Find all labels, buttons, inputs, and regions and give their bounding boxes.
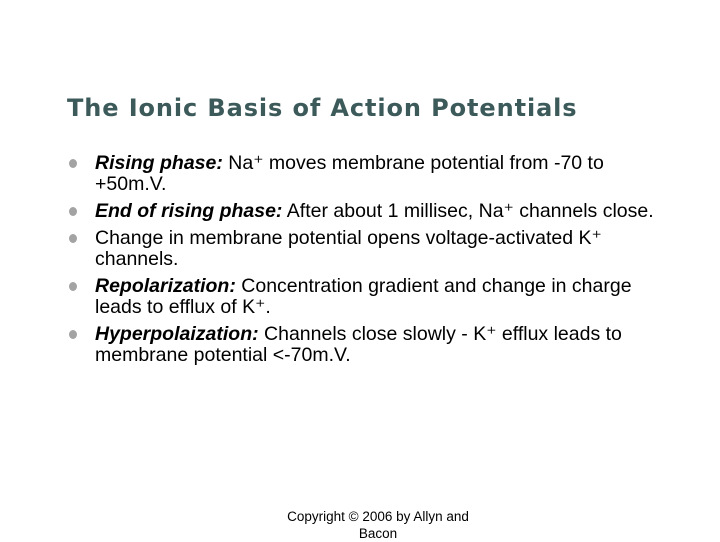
- bullet-text: [95, 324, 670, 366]
- bullet-body: Na⁺ moves membrane potential from -70 to +50m.V.: [95, 152, 604, 195]
- bullet-item-end-of-rising-phase: [67, 201, 687, 222]
- bullet-lead: End of rising phase:: [95, 200, 283, 222]
- copyright-footer: Copyright © 2006 by Allyn and Bacon: [287, 509, 469, 541]
- bullet-dot-icon: [69, 159, 77, 168]
- bullet-text: [95, 153, 670, 195]
- slide-title: The Ionic Basis of Action Potentials: [67, 94, 578, 122]
- bullet-body: Change in membrane potential opens voltage-activated K⁺ channels.: [95, 227, 602, 270]
- bullet-text: [95, 276, 670, 318]
- bullet-text: [95, 201, 670, 222]
- bullet-body: After about 1 millisec, Na⁺ channels close.: [282, 200, 654, 222]
- bullet-dot-icon: [69, 234, 77, 243]
- bullet-item-rising-phase: [67, 153, 687, 195]
- bullet-dot-icon: [69, 207, 77, 216]
- bullet-text: [95, 228, 670, 270]
- bullet-lead: Repolarization:: [95, 275, 236, 297]
- bullet-list: [67, 153, 687, 372]
- bullet-item-potassium-channels: [67, 228, 687, 270]
- bullet-item-hyperpolarization: [67, 324, 687, 366]
- bullet-body: Concentration gradient and change in charge leads to efflux of K⁺.: [95, 275, 632, 318]
- bullet-lead: Hyperpolaization:: [95, 323, 259, 345]
- bullet-body: Channels close slowly - K⁺ efflux leads to membrane potential <-70m.V.: [95, 323, 622, 366]
- bullet-dot-icon: [69, 282, 77, 291]
- bullet-dot-icon: [69, 330, 77, 339]
- bullet-item-repolarization: [67, 276, 687, 318]
- bullet-lead: Rising phase:: [95, 152, 223, 174]
